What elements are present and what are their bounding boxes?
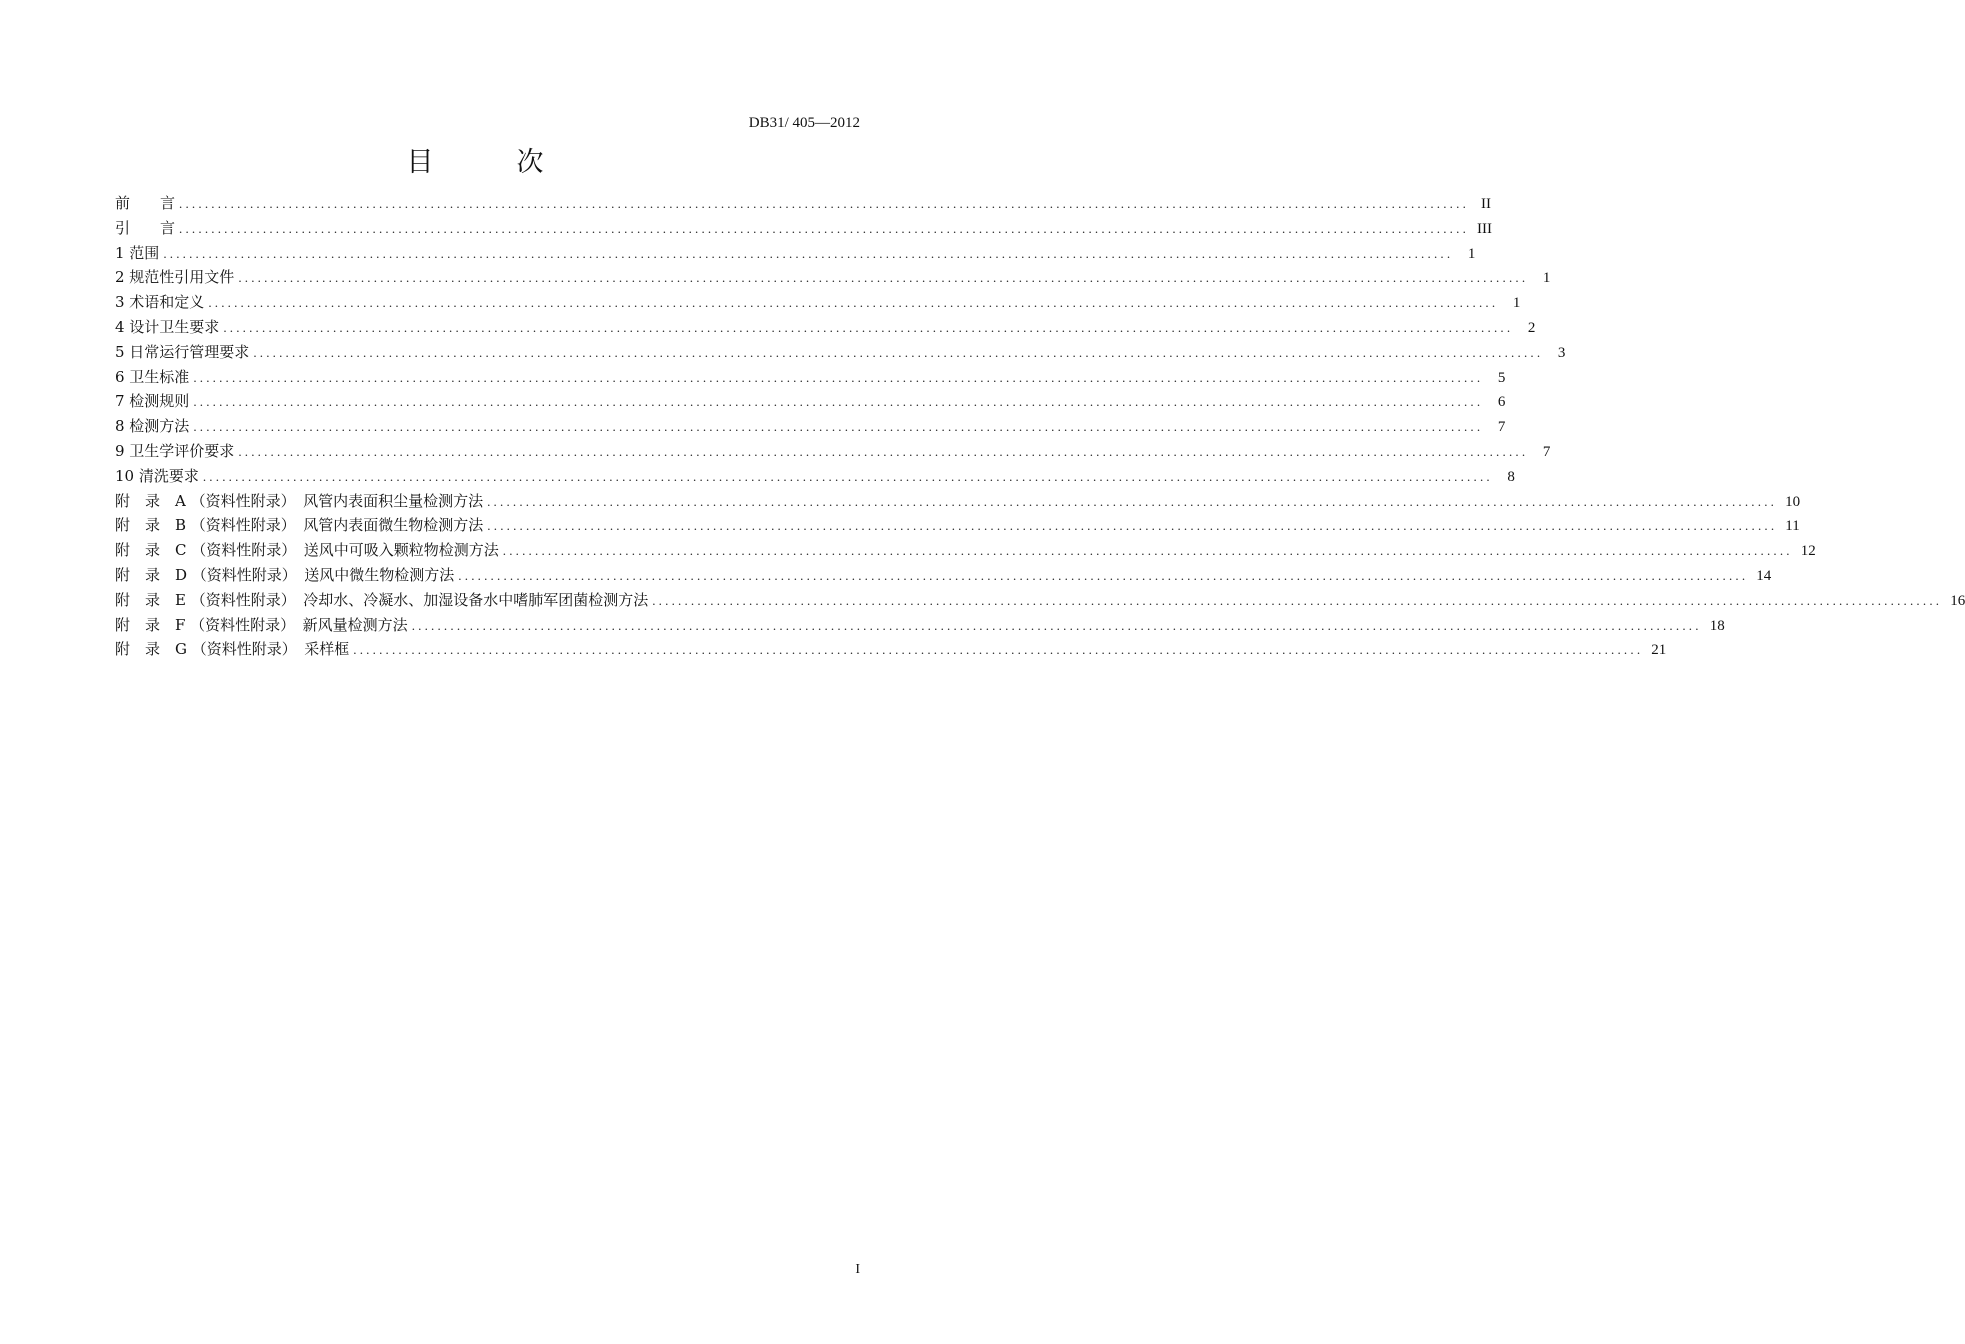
toc-entry-page: 6 <box>1497 394 1506 411</box>
toc-leader-dots: ........................................................................................................................................................................................................ <box>163 245 1454 261</box>
toc-leader-dots: ........................................................................................................................................................................................................ <box>179 196 1470 211</box>
toc-entry[interactable] <box>115 366 1506 391</box>
toc-leader-dots: ........................................................................................................................................................................................................ <box>238 270 1529 286</box>
toc-entry[interactable] <box>115 242 1476 267</box>
toc-leader-dots: ........................................................................................................................................................................................................ <box>253 344 1544 360</box>
toc-entry-page: 10 <box>1785 493 1801 510</box>
toc-entry[interactable] <box>115 614 1725 639</box>
toc-entry[interactable] <box>115 440 1551 465</box>
toc-entry[interactable] <box>115 316 1536 341</box>
toc-entry-label: 7 检测规则 <box>115 392 190 411</box>
toc-leader-dots: ........................................................................................................................................................................................................ <box>487 518 1778 534</box>
toc-leader-dots: ........................................................................................................................................................................................................ <box>179 220 1470 236</box>
toc-entry-label: 8 检测方法 <box>115 417 190 436</box>
toc-entry-label: 5 日常运行管理要求 <box>115 342 250 361</box>
toc-entry-page: 2 <box>1527 319 1536 336</box>
standard-code: DB31/ 405—2012 <box>748 115 860 131</box>
toc-entry[interactable] <box>115 341 1566 366</box>
toc-entry[interactable] <box>115 266 1551 291</box>
toc-entry[interactable] <box>115 539 1816 564</box>
toc-entry-page: III <box>1477 220 1493 237</box>
toc-entry-label: 6 卫生标准 <box>115 367 190 386</box>
toc-entry-label: 4 设计卫生要求 <box>115 317 220 336</box>
toc-leader-dots: ........................................................................................................................................................................................................ <box>193 419 1484 435</box>
toc-entry-page: 21 <box>1651 642 1667 659</box>
toc-leader-dots: ........................................................................................................................................................................................................ <box>208 295 1499 311</box>
toc-leader-dots: ........................................................................................................................................................................................................ <box>202 468 1493 484</box>
toc-entry-page: 12 <box>1800 543 1816 560</box>
toc-entry-page: II <box>1481 196 1492 212</box>
page-title: 目 次 <box>406 147 572 178</box>
toc-entry-label: 3 术语和定义 <box>115 293 205 312</box>
toc-entry[interactable] <box>115 514 1800 539</box>
toc-entry-page: 1 <box>1512 295 1521 312</box>
toc-leader-dots: ........................................................................................................................................................................................................ <box>652 592 1943 608</box>
toc-entry[interactable] <box>115 490 1801 515</box>
toc-entry[interactable] <box>115 638 1667 663</box>
toc-entry-page: 1 <box>1542 270 1551 287</box>
toc-entry-page: 7 <box>1542 443 1551 460</box>
toc-entry-label: 9 卫生学评价要求 <box>115 441 235 460</box>
toc-entry-label: 2 规范性引用文件 <box>115 268 235 287</box>
toc-leader-dots: ........................................................................................................................................................................................................ <box>353 642 1644 658</box>
toc-leader-dots: ........................................................................................................................................................................................................ <box>238 443 1529 459</box>
toc-entry[interactable] <box>115 217 1493 242</box>
toc-entry-label: 引 言 <box>115 218 176 237</box>
toc-entry[interactable] <box>115 192 1492 217</box>
toc-entry-label: 附 录 G （资料性附录） 采样框 <box>115 640 350 659</box>
toc-entry-page: 18 <box>1709 617 1725 634</box>
toc-leader-dots: ........................................................................................................................................................................................................ <box>502 543 1793 559</box>
toc-entry-page: 5 <box>1497 369 1506 386</box>
toc-entry-label: 10 清洗要求 <box>115 466 199 485</box>
toc-entry[interactable] <box>115 564 1772 589</box>
toc-entry-page: 8 <box>1507 468 1515 485</box>
toc-entry[interactable] <box>115 589 1965 614</box>
toc-entry-label: 附 录 E （资料性附录） 冷却水、冷凝水、加湿设备水中嗜肺军团菌检测方法 <box>115 590 649 609</box>
toc-entry-label: 1 范围 <box>115 243 160 262</box>
toc-entry-page: 7 <box>1497 419 1506 436</box>
toc-leader-dots: ........................................................................................................................................................................................................ <box>458 567 1749 583</box>
page-number: I <box>855 1262 860 1277</box>
toc-leader-dots: ........................................................................................................................................................................................................ <box>223 319 1514 335</box>
toc-entry-label: 附 录 B （资料性附录） 风管内表面微生物检测方法 <box>115 516 484 535</box>
toc-entry-page: 3 <box>1557 344 1566 361</box>
table-of-contents <box>115 192 1965 663</box>
toc-entry[interactable] <box>115 465 1515 490</box>
toc-entry-label: 前 言 <box>115 194 176 212</box>
toc-entry-label: 附 录 C （资料性附录） 送风中可吸入颗粒物检测方法 <box>115 541 499 560</box>
toc-entry[interactable] <box>115 291 1521 316</box>
toc-leader-dots: ........................................................................................................................................................................................................ <box>193 369 1484 385</box>
toc-leader-dots: ........................................................................................................................................................................................................ <box>411 617 1702 633</box>
toc-entry-page: 14 <box>1756 567 1772 584</box>
toc-entry-page: 1 <box>1467 245 1476 262</box>
toc-entry-page: 11 <box>1785 518 1800 535</box>
toc-leader-dots: ........................................................................................................................................................................................................ <box>487 493 1778 509</box>
toc-entry[interactable] <box>115 415 1506 440</box>
toc-entry-page: 16 <box>1950 592 1965 609</box>
toc-leader-dots: ........................................................................................................................................................................................................ <box>193 394 1484 410</box>
toc-entry-label: 附 录 A （资料性附录） 风管内表面积尘量检测方法 <box>115 491 484 510</box>
toc-entry-label: 附 录 F （资料性附录） 新风量检测方法 <box>115 615 408 634</box>
toc-entry[interactable] <box>115 390 1506 415</box>
toc-entry-label: 附 录 D （资料性附录） 送风中微生物检测方法 <box>115 565 455 584</box>
